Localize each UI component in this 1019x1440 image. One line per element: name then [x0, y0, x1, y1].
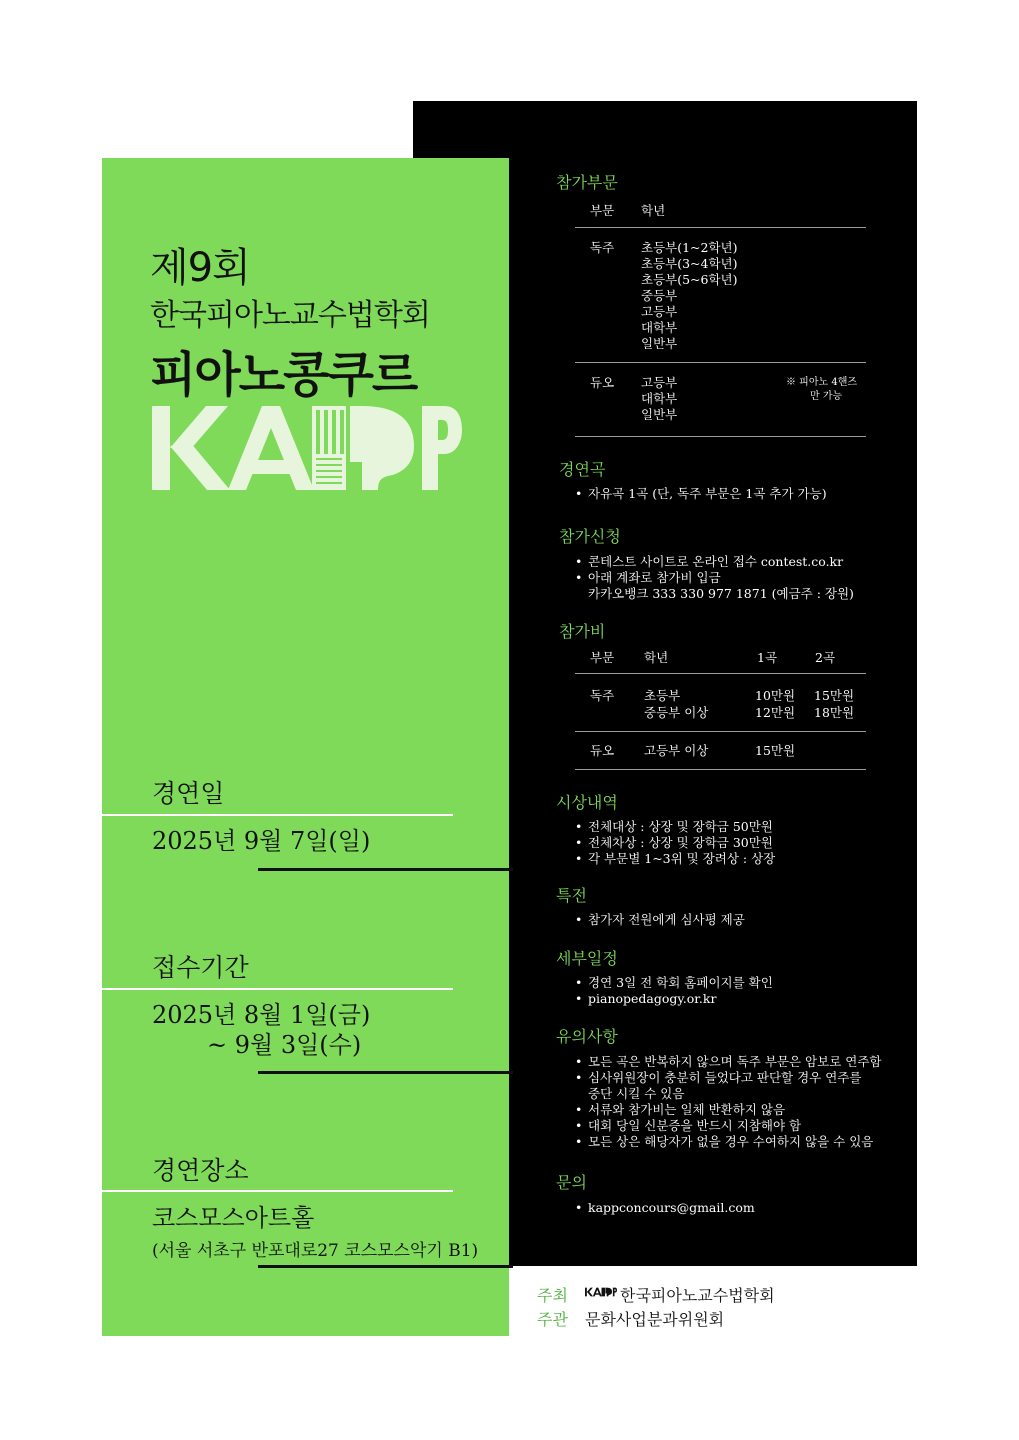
- awards-list: [575, 819, 775, 867]
- fee-two: 18만원: [814, 705, 855, 720]
- list-item: • 전체차상 : 상장 및 장학금 30만원: [575, 835, 775, 851]
- solo-label: 독주: [590, 240, 615, 255]
- table-header: 1곡: [757, 650, 778, 665]
- fee-one: 15만원: [755, 743, 796, 758]
- org-title: 한국피아노교수법학회: [150, 298, 430, 333]
- contact-list: [575, 1200, 755, 1216]
- table-header: 부문: [590, 203, 615, 218]
- list-item: • 모든 상은 해당자가 없을 경우 수여하지 않을 수 있음: [575, 1134, 881, 1150]
- categories-title: 참가부문: [556, 173, 618, 192]
- organizer-label: 주관: [537, 1310, 568, 1329]
- fee-two: 15만원: [814, 688, 855, 703]
- divider: [575, 731, 866, 732]
- grade-item: 고등부: [641, 304, 678, 319]
- grade-item: 일반부: [641, 336, 678, 351]
- edition-title: 제9회: [150, 245, 250, 291]
- account-info: 카카오뱅크 333 330 977 1871 (예금주 : 장원): [588, 586, 854, 601]
- period-label: 접수기간: [152, 953, 249, 982]
- divider: [575, 227, 866, 228]
- divider: [102, 814, 453, 816]
- repertoire-title: 경연곡: [559, 460, 606, 479]
- list-item: • 모든 곡은 반복하지 않으며 독주 부문은 암보로 연주함: [575, 1054, 881, 1070]
- fee-title: 참가비: [559, 622, 606, 641]
- grade-item: 초등부(3~4학년): [641, 256, 738, 271]
- list-item: • 경연 3일 전 학회 홈페이지를 확인: [575, 975, 773, 991]
- divider: [258, 868, 513, 871]
- duo-note: ※ 피아노 4핸즈: [786, 377, 858, 388]
- notes-list: [575, 1054, 881, 1150]
- event-title: 피아노콩쿠르: [150, 347, 417, 403]
- kapp-small-logo: [585, 1284, 617, 1300]
- benefit-title: 특전: [556, 886, 587, 905]
- host-name: 한국피아노교수법학회: [620, 1286, 775, 1305]
- duo-note: 만 가능: [810, 391, 843, 402]
- period-end: ~ 9월 3일(수): [207, 1031, 362, 1059]
- divider: [102, 1190, 453, 1192]
- period-start: 2025년 8월 1일(금): [152, 1001, 371, 1029]
- organizer-name: 문화사업분과위원회: [585, 1310, 725, 1329]
- date-label: 경연일: [152, 779, 225, 808]
- notes-title: 유의사항: [556, 1027, 618, 1046]
- table-header: 부문: [590, 650, 615, 665]
- list-item: • 각 부문별 1~3위 및 장려상 : 상장: [575, 851, 775, 867]
- divider: [575, 769, 866, 770]
- application-title: 참가신청: [559, 527, 621, 546]
- fee-one: 10만원: [755, 688, 796, 703]
- list-item: [575, 570, 854, 602]
- list-item: • 참가자 전원에게 심사평 제공: [575, 912, 745, 928]
- venue-label: 경연장소: [152, 1156, 249, 1185]
- venue-address: (서울 서초구 반포대로27 코스모스악기 B1): [152, 1241, 479, 1261]
- table-header: 2곡: [815, 650, 836, 665]
- divider: [102, 988, 453, 990]
- table-header: 학년: [644, 650, 669, 665]
- duo-label: 듀오: [590, 375, 615, 390]
- awards-title: 시상내역: [556, 793, 618, 812]
- grade-item: 고등부: [641, 375, 678, 390]
- list-item: • 대회 당일 신분증을 반드시 지참해야 함: [575, 1118, 881, 1134]
- list-item-text: 아래 계좌로 참가비 입금: [588, 570, 721, 585]
- schedule-list: [575, 975, 773, 1007]
- fee-one: 12만원: [755, 705, 796, 720]
- divider: [575, 436, 866, 437]
- list-item: • pianopedagogy.or.kr: [575, 991, 773, 1007]
- grade-item: 일반부: [641, 407, 678, 422]
- benefit-list: [575, 912, 745, 928]
- divider: [575, 362, 866, 363]
- divider: [575, 673, 866, 674]
- venue-name: 코스모스아트홀: [152, 1204, 315, 1232]
- duo-label: 듀오: [590, 743, 615, 758]
- grade-item: 초등부(1~2학년): [641, 240, 738, 255]
- list-item: • 자유곡 1곡 (단, 독주 부문은 1곡 추가 가능): [575, 486, 827, 502]
- schedule-title: 세부일정: [556, 949, 618, 968]
- application-list: [575, 554, 854, 602]
- list-item: • 서류와 참가비는 일체 반환하지 않음: [575, 1102, 881, 1118]
- divider: [258, 1071, 513, 1074]
- solo-label: 독주: [590, 688, 615, 703]
- contact-email[interactable]: • kappconcours@gmail.com: [575, 1200, 755, 1216]
- fee-grade: 고등부 이상: [644, 743, 709, 758]
- grade-item: 초등부(5~6학년): [641, 272, 738, 287]
- list-item-cont: 중단 시킬 수 있음: [588, 1086, 685, 1101]
- date-value: 2025년 9월 7일(일): [152, 827, 371, 855]
- list-item-text: 심사위원장이 충분히 들었다고 판단할 경우 연주를: [588, 1070, 862, 1085]
- list-item: • 콘테스트 사이트로 온라인 접수 contest.co.kr: [575, 554, 854, 570]
- contact-title: 문의: [556, 1173, 587, 1192]
- divider: [258, 1265, 513, 1268]
- grade-item: 중등부: [641, 288, 678, 303]
- fee-grade: 중등부 이상: [644, 705, 709, 720]
- repertoire-list: [575, 486, 827, 502]
- host-label: 주최: [537, 1286, 568, 1305]
- list-item: • 전체대상 : 상장 및 장학금 50만원: [575, 819, 775, 835]
- grade-item: 대학부: [641, 391, 678, 406]
- grade-item: 대학부: [641, 320, 678, 335]
- kapp-logo: [152, 402, 462, 494]
- list-item: [575, 1070, 881, 1102]
- table-header: 학년: [641, 203, 666, 218]
- fee-grade: 초등부: [644, 688, 681, 703]
